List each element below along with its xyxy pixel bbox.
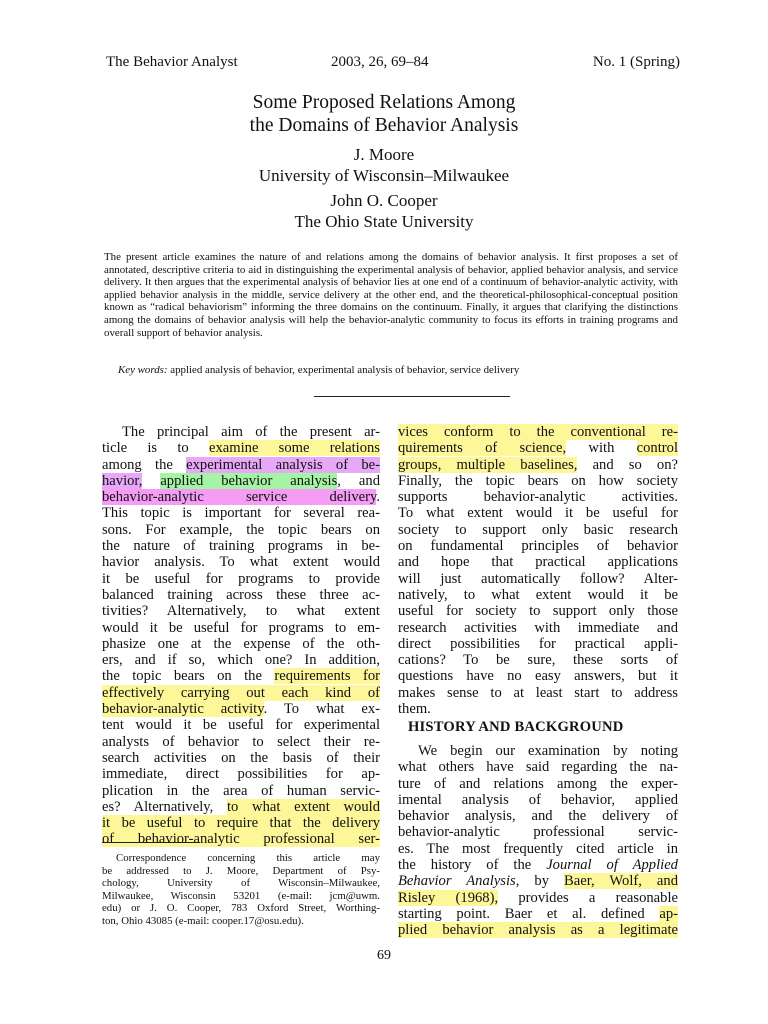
text-line: [102, 489, 380, 505]
text-line: [398, 824, 678, 840]
author-2-name: John O. Cooper: [330, 191, 438, 210]
text-line: [398, 841, 678, 857]
text-run: balanced training across these three ac-: [102, 586, 380, 603]
text-line: [398, 620, 678, 636]
text-run: starting point. Baer et al. defined: [398, 905, 660, 922]
text-line: [102, 424, 380, 440]
text-run: ture of and relations among the exper-: [398, 775, 678, 792]
text-line: [102, 587, 380, 603]
footnote-divider: [102, 842, 200, 843]
text-run: behavior-analytic professional servic-: [398, 824, 678, 841]
text-line: [398, 603, 678, 619]
highlighted-text: examine some relations: [208, 440, 380, 457]
text-line: [398, 652, 678, 668]
text-line: [398, 473, 678, 489]
text-run: es. The most frequently cited article in: [398, 840, 678, 857]
text-run: analysts of behavior to select their re-: [102, 733, 380, 750]
text-run: Finally, the topic bears on how society: [398, 472, 678, 489]
text-line: [398, 538, 678, 554]
highlighted-text: Risley (1968),: [398, 889, 499, 906]
text-line: [398, 424, 678, 440]
text-run: the topic bears on the: [102, 668, 275, 685]
text-run: society to support only basic research: [398, 521, 678, 538]
text-run: what others have said regarding the na-: [398, 759, 678, 776]
text-line: [398, 890, 678, 906]
text-run: with: [566, 440, 637, 457]
text-run: ticle is to: [102, 440, 209, 457]
author-1: [0, 144, 768, 186]
text-line: [102, 734, 380, 750]
highlighted-text: applied behavior analysis: [160, 472, 338, 489]
text-run: supports behavior-analytic activities.: [398, 489, 678, 506]
text-run: useful for society to support only those: [398, 603, 678, 620]
text-run: tivities? Alternatively, to what extent: [102, 603, 380, 620]
text-line: [102, 538, 380, 554]
footnote-line: edu) or J. O. Cooper, 783 Oxford Street, Worthing-: [102, 902, 380, 915]
text-line: [398, 701, 678, 717]
text-line: [398, 808, 678, 824]
text-run: behavior analysis, and the delivery of: [398, 808, 678, 825]
text-line: [102, 571, 380, 587]
text-run: makes sense to at least start to address: [398, 684, 678, 701]
text-run: research activities with immediate and: [398, 619, 678, 636]
text-line: [102, 554, 380, 570]
text-line: [102, 701, 380, 717]
text-line: [102, 652, 380, 668]
issue-info: No. 1 (Spring): [592, 54, 680, 70]
text-line: [102, 766, 380, 782]
text-run: and hope that practical applications: [398, 554, 678, 571]
title-line-2: the Domains of Behavior Analysis: [249, 115, 519, 136]
text-run: .: [376, 489, 380, 506]
text-line: [102, 685, 380, 701]
text-run: , and: [337, 472, 380, 489]
text-line: [398, 457, 678, 473]
footnote-line: Milwaukee, Wisconsin 53201 (e-mail: jcm@uwm.: [102, 889, 380, 902]
text-run: provides a reasonable: [498, 889, 678, 906]
text-run: immediate, direct possibilities for ap-: [102, 766, 380, 783]
text-run: the history of the: [398, 857, 547, 874]
text-run: es? Alternatively,: [102, 798, 227, 815]
text-line: [398, 489, 678, 505]
text-run: among the: [102, 456, 187, 473]
text-line: [398, 776, 678, 792]
text-run: natively, to what extent would it be: [398, 586, 678, 603]
text-run: direct possibilities for practical appli-: [398, 635, 678, 652]
text-run: plication in the area of human servic-: [102, 782, 380, 799]
text-line: [398, 906, 678, 922]
text-line: [102, 636, 380, 652]
text-line: [102, 815, 380, 831]
page-number: 69: [377, 948, 391, 963]
text-line: [398, 505, 678, 521]
text-run: search activities on the basis of their: [102, 749, 380, 766]
text-run: will just automatically follow? Alter-: [398, 570, 678, 587]
keywords-label: Key words:: [118, 364, 168, 376]
text-line: [398, 587, 678, 603]
footnote-line: Correspondence concerning this article may: [116, 852, 380, 864]
text-run: sons. For example, the topic bears on: [102, 521, 380, 538]
citation-info: 2003, 26, 69–84: [331, 54, 429, 70]
highlighted-text: it be useful to require that the delivery: [102, 815, 380, 832]
text-run: them.: [398, 701, 431, 718]
footnote-line: ton, Ohio 43085 (e-mail: cooper.17@osu.edu).: [102, 914, 304, 927]
author-2-affiliation: The Ohio State University: [294, 212, 474, 231]
text-line: [398, 759, 678, 775]
author-2: [0, 190, 768, 232]
highlighted-text: behavior-analytic service delivery: [102, 489, 377, 506]
abstract: The present article examines the nature of and relations among the domains of behavior analysis. It first proposes a set of annotated, descriptive criteria to aid in distinguishing the experimental analysis of behavior, applied behavior analysis, and service delivery. It then argues that the experimental analysis of behavior lies at one end of a continuum of behavior-analytic activity, with applied behavior analysis in the middle, service delivery at the other end, and the theoretical-philosophical-conceptual position known as “radical behaviorism” informing the three domains on the continuum. Finally, it argues that clarifying the distinctions among the domains of behavior analysis will help the behavior-analytic community to focus its efforts in training programs and overall support of behavior analysis.: [104, 251, 678, 339]
highlighted-text: of behavior-analytic professional ser-: [102, 831, 380, 848]
text-run: To what extent would it be useful for: [398, 505, 678, 522]
text-run: ers, and if so, which one? In addition,: [102, 652, 380, 669]
text-run: havior analysis. To what extent would: [102, 554, 380, 571]
correspondence-footnote: [102, 852, 380, 928]
footnote-line: be addressed to J. Moore, Department of Psy-: [102, 864, 380, 877]
highlighted-text: vices conform to the conventional re-: [398, 424, 678, 440]
text-line: [398, 743, 678, 759]
title-line-1: Some Proposed Relations Among: [252, 92, 516, 113]
text-line: [102, 799, 380, 815]
author-1-name: J. Moore: [353, 145, 415, 164]
text-run: imental analysis of behavior, applied: [398, 791, 678, 808]
text-line: [398, 922, 678, 938]
text-run: questions have no easy answers, but it: [398, 668, 678, 685]
text-run: and so on?: [577, 456, 678, 473]
highlighted-text: effectively carrying out each kind of: [102, 684, 380, 701]
text-line: [102, 831, 380, 847]
footnote-line: chology, University of Wisconsin–Milwaukee,: [102, 877, 380, 890]
abstract-divider: [314, 396, 510, 397]
text-run: on fundamental principles of behavior: [398, 538, 678, 555]
text-run: Journal of Applied: [546, 857, 678, 874]
text-run: cations? To be sure, these sorts of: [398, 652, 678, 669]
text-run: [142, 473, 160, 489]
section-heading: HISTORY AND BACKGROUND: [408, 719, 624, 735]
highlighted-text: Baer, Wolf, and: [564, 873, 679, 890]
text-run: would it be useful for programs to em-: [102, 619, 380, 636]
highlighted-text: experimental analysis of be-: [186, 456, 380, 473]
text-run: tent would it be useful for experimental: [102, 717, 380, 734]
text-line: [398, 857, 678, 873]
right-column-top: [398, 424, 678, 717]
text-run: We begin our examination by noting: [418, 743, 678, 759]
text-run: Behavior Analysis,: [398, 873, 520, 890]
highlighted-text: ap-: [659, 905, 678, 922]
highlighted-text: plied behavior analysis as a legitimate: [398, 922, 678, 939]
text-line: [398, 685, 678, 701]
text-line: [398, 554, 678, 570]
text-line: [398, 668, 678, 684]
right-column-bottom: [398, 743, 678, 939]
text-line: [398, 873, 678, 889]
text-line: [398, 522, 678, 538]
text-run: the nature of training programs in be-: [102, 538, 380, 555]
highlighted-text: to what extent would: [226, 798, 380, 815]
text-line: [102, 620, 380, 636]
highlighted-text: groups, multiple baselines,: [398, 456, 578, 473]
journal-name: The Behavior Analyst: [106, 54, 238, 70]
text-line: [102, 505, 380, 521]
text-line: [102, 717, 380, 733]
text-run: it be useful for programs to provide: [102, 570, 380, 587]
text-run: phasize one at the expense of the oth-: [102, 635, 380, 652]
text-line: [102, 473, 380, 489]
highlighted-text: control: [636, 440, 678, 457]
text-line: [102, 457, 380, 473]
text-line: [398, 571, 678, 587]
text-run: by: [519, 873, 565, 890]
highlighted-text: havior,: [102, 472, 143, 489]
text-line: [102, 668, 380, 684]
text-line: [398, 440, 678, 456]
highlighted-text: quirements of science,: [398, 440, 567, 457]
text-line: [102, 522, 380, 538]
left-column: [102, 424, 380, 848]
highlighted-text: requirements for: [274, 668, 380, 685]
keywords-list: applied analysis of behavior, experimental analysis of behavior, service delivery: [170, 364, 520, 376]
article-title: [0, 91, 768, 137]
text-run: This topic is important for several rea-: [102, 505, 380, 522]
text-line: [398, 636, 678, 652]
text-line: [398, 792, 678, 808]
text-line: [102, 783, 380, 799]
keywords: [118, 364, 519, 377]
text-line: [102, 750, 380, 766]
text-run: . To what ex-: [263, 701, 380, 718]
highlighted-text: behavior-analytic activity: [102, 701, 264, 718]
text-line: [102, 440, 380, 456]
text-run: The principal aim of the present ar-: [122, 424, 380, 440]
text-line: [102, 603, 380, 619]
author-1-affiliation: University of Wisconsin–Milwaukee: [258, 166, 510, 185]
